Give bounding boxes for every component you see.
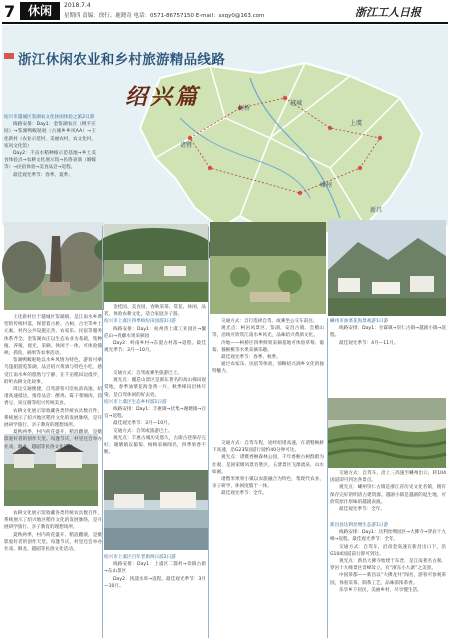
article-paragraph: Day2：汤浦水库→返程。最佳观光季节：3月—10月。 — [104, 576, 206, 589]
article-paragraph: 中国茶都——新昌以“大佛龙井”闻名，游客可参观茶园，体验采茶、制茶工艺，品味浓浓茶香。 — [330, 573, 446, 586]
article-column-2 — [104, 304, 206, 368]
article-paragraph: 观光点：嵊州崇仁古镇是浙江省历史文化名镇，拥有保存完好的明清古建筑群。越剧小镇是越剧的诞生地，可欣赏原汁原味的越剧表演。 — [330, 485, 446, 505]
article-paragraph: 交通方式：自驾车程，途经绍诸高速，在诸暨枫桥下高速，沿G235国道行驶约40分钟可达。 — [212, 441, 324, 454]
article-paragraph: 线路安排：Day1：丰惠镇→伏集→谢塘镇→百官→返程。 — [104, 407, 206, 420]
photo-green-village — [104, 224, 208, 302]
article-paragraph: 最佳观光季节：4月—11月。 — [339, 340, 399, 346]
newspaper-name: 浙江工人日报 — [355, 6, 421, 19]
header-rule — [2, 22, 448, 24]
article-column-4 — [330, 318, 446, 396]
article-paragraph: 最佳观光季节：全年。 — [221, 491, 267, 497]
column-divider — [102, 226, 103, 638]
article-paragraph: 乐享乡下居民，美丽乡村，尽享慢生活。 — [339, 587, 422, 593]
article-paragraph: 线路安排：Day1：上虞区二都村→章镇古街→东山景区 — [104, 562, 206, 575]
article-paragraph: 线路安排：Day1：甘霖镇→崇仁古镇→越剧小镇→返程。 — [330, 326, 446, 339]
page-title: 浙江休闲农业和乡村旅游精品线路 — [18, 52, 225, 68]
article-paragraph: Day2：千亩水稻种植示范基地→乡土美食体验点→农耕文化展示馆→民俗表演（婚嫁等）→民宿体验→美食品尝→返程。 — [4, 151, 96, 171]
article-column-2b — [104, 370, 206, 468]
article-column-2c — [104, 554, 206, 638]
route-heading: 新昌县达利丝绸生态游1日游 — [330, 523, 389, 528]
map-label: 新昌 — [370, 207, 383, 214]
article-paragraph: 交通方式：自驾或乘坐旅游巴士。 — [113, 371, 182, 376]
column-divider — [208, 226, 209, 638]
article-paragraph: 观光点：诸暨香榧森林公园，千年香榧古树群蔚为壮观，是国家级风景名胜区。五泄景区飞瀑流泉，山水如画。 — [212, 455, 324, 475]
article-paragraph: 观光点：覆卮山景区是浙东著名的高山梯田观赏地，春季油菜花海金黄一片，秋季梯田层林尽染，是自驾休闲的好去处。 — [104, 378, 206, 398]
article-paragraph: 最佳观光季节：春季、夏季。 — [13, 172, 73, 178]
article-column-1b — [4, 314, 102, 450]
article-paragraph: 观光点：新昌大佛寺始建于东晋，是江南著名古刹。穿岩十九峰景区奇峰耸立，有“浙东小九寨”之美誉。 — [330, 559, 446, 572]
route-heading: 绍兴市越城区鉴湖农文化休闲体验之旅2日游 — [4, 115, 95, 120]
map-label: 嵊州 — [320, 182, 333, 189]
article-column-3b — [212, 440, 324, 638]
article-paragraph: 诸暨米果果小镇以农旅融合为特色，集现代农业、亲子研学、休闲度假于一体。 — [212, 477, 324, 490]
article-paragraph: 周边交通便捷，自驾游客可沿杭甬高速、绍诸高速抵达。推荐品尝：醉鸡、霉干菜焖肉、茴香豆、臭豆腐等绍兴传统美食。 — [4, 387, 102, 407]
photo-lotus-pond — [210, 222, 326, 314]
article-column-4b — [330, 470, 446, 520]
article-paragraph: 观光点：丰惠古城历史悠久，古街古巷保存完好；谢塘镇以葡萄、杨梅采摘闻名，四季果香不断。 — [104, 435, 206, 456]
calligraphy-title: 绍兴篇 — [125, 84, 201, 110]
article-paragraph: 交通方式：自驾车，沿上三高速至嵊州出口，转104国道即可到达各景点。 — [330, 471, 446, 484]
article-paragraph: 交通方式：自驾或旅游巴士。 — [113, 428, 173, 434]
issue-date: 2018.7.4 — [64, 2, 91, 9]
editor-contact-line: 星期四 责编：徐行、鹿晓奇 电话：0571-86757150 E-mail：sxqy0@163.com — [64, 13, 265, 19]
article-column-4c — [330, 522, 446, 638]
article-paragraph: 金桂园、美食园，春秋采茶、赏花、休闲、品茗、体验农耕文化，适合家庭亲子游。 — [104, 305, 206, 318]
route-heading: 绍兴市上虞区百年老街两日游2日游 — [104, 555, 176, 560]
map-label: 柯桥 — [238, 105, 251, 112]
route-heading: 嵊州市油菜花海景观游1日游 — [330, 319, 389, 324]
article-paragraph: 夏秋两季，村内荷花盛开、稻浪翻滚，是摄影爱好者的创作天堂。每逢节庆，村里还会举办社戏、舞龙、越剧等民俗文化活动。 — [4, 532, 102, 553]
photo-mountain-town — [328, 220, 446, 316]
title-accent — [4, 53, 14, 59]
article-paragraph: 农耕文化展示馆收藏各类传统农具数百件，系统展示了绍兴地区稻作文化的发展脉络，是开展研学旅行、亲子教育的理想场所。 — [4, 511, 102, 531]
article-paragraph: 最佳观光季节：3月—10月。 — [113, 421, 173, 427]
article-paragraph: 冷地——柯桥区四季鲜果采摘基地可体验草莓、葡萄、猕猴桃等水果采摘乐趣。 — [212, 340, 324, 353]
article-paragraph: 鉴湖鸭畈哒哒以水乡风情为特色，游客可乘乌篷船游览鉴湖，品尝绍兴黄酒与特色小吃，感受江南水乡的悠然与宁静，在千亩稻田边漫步，聆听农耕文化故事。 — [4, 358, 102, 385]
article-paragraph: 线路安排：Day1：杭州湾上虞工业园区→覆卮山→青藤水果采摘园 — [104, 326, 206, 339]
article-column-3 — [212, 318, 324, 436]
article-paragraph: 王化新村位于越城区鉴湖镇，是江南水乡典型的传统村落，保留着古桥、古树、古宅等乡土元素，村内公共设施完善，农家乐、民宿等服务体系齐全。金鉴湖农庄以生态农业为基础，集种植、养殖、观光、采摘、休闲于一体，可体验插秧、抓鱼、摘果等农事活动。 — [4, 315, 102, 357]
photo-water-village — [104, 470, 208, 550]
article-column-1 — [4, 114, 96, 179]
article-column-1c — [4, 510, 102, 638]
article-paragraph: 最佳观光季节：春季、秋季。 — [221, 355, 281, 361]
article-paragraph: 通过农家乐、民宿等体验，领略绍兴酒乡文化的独特魅力。 — [212, 362, 324, 375]
photo-pagoda-trees — [4, 222, 104, 310]
section-label: 休闲 — [20, 2, 60, 20]
article-paragraph: 线路安排：Day1：金鉴湖农庄（桃平庄园）→鉴湖鸭畈哒哒（古城乡乡风AA）→王化新村（农业示范村、美丽农村、农文化村、家风文化馆） — [4, 122, 96, 149]
map-label: 越城 — [290, 100, 303, 107]
article-paragraph: 交通方式：自行选择自驾，或乘坐公交车前往。 — [221, 319, 318, 324]
column-divider — [327, 318, 328, 638]
article-paragraph: 观光点：柯岩风景区、鉴湖、安昌古镇、会稽山等，沿线可欣赏江南水乡风光，品味绍兴黄酒文化。 — [212, 326, 324, 339]
article-paragraph: 夏秋两季，村内荷花盛开、稻浪翻滚，是摄影爱好者的创作天堂。每逢节庆，村里还会举办社戏、舞龙、越剧等民俗文化活动。 — [4, 430, 102, 450]
page-number: 7 — [4, 2, 16, 21]
map-label: 上虞 — [350, 120, 363, 127]
map-label: 诸暨 — [180, 142, 193, 149]
article-paragraph: 线路安排：Day1：达利丝绸园区→大佛寺→穿岩十九峰→返程。最佳观光季节：全年。 — [330, 530, 446, 543]
article-paragraph: Day2：岭南乡村→东澄古村落→返程。最佳观光季节：3月—10月。 — [104, 341, 206, 354]
route-heading: 绍兴市上虞区四季缤纷田园游2日游 — [104, 319, 176, 325]
route-heading: 绍兴市上虞区生态乡村游1日游 — [104, 399, 167, 405]
article-paragraph: 交通方式：自驾车，沿甬金高速在新昌出口下，沿G104国道前行即可到达。 — [330, 544, 446, 557]
article-paragraph: 农耕文化展示馆收藏各类传统农具数百件，系统展示了绍兴地区稻作文化的发展脉络，是开展研学旅行、亲子教育的理想场所。 — [4, 408, 102, 429]
article-paragraph: 最佳观光季节：全年。 — [339, 507, 385, 513]
photo-tea-garden — [328, 398, 446, 468]
